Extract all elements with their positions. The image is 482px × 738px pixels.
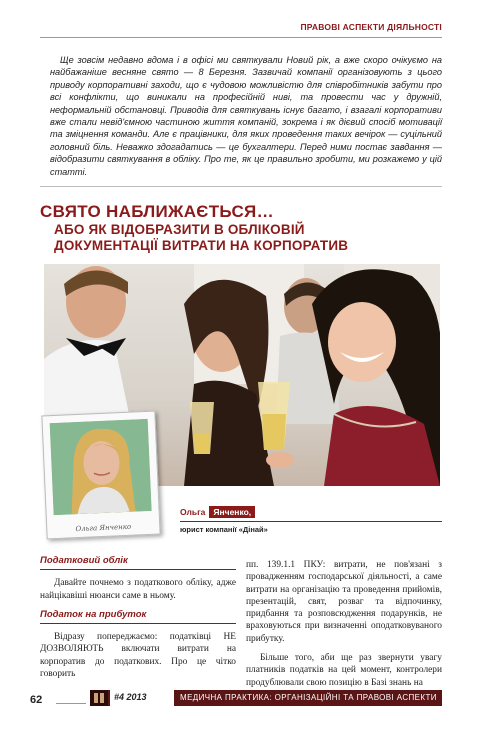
title-line-sub-2: ДОКУМЕНТАЦІЇ ВИТРАТИ НА КОРПОРАТИВ [54, 238, 349, 253]
author-position: юрист компанії «Дінай» [180, 525, 268, 534]
section-heading-profit-tax: Податок на прибуток [40, 609, 236, 624]
issue-number: #4 2013 [114, 692, 147, 702]
author-first-name: Ольга [180, 507, 206, 517]
author-name [180, 507, 255, 517]
journal-logo-icon [90, 690, 108, 706]
body-paragraph: Більше того, аби ще раз звернути увагу платників податків на цей момент, контролери продублювали свою позицію в Базі знань на [246, 653, 442, 688]
author-photo [50, 419, 152, 515]
intro-divider [40, 186, 442, 187]
journal-title: МЕДИЧНА ПРАКТИКА: ОРГАНІЗАЦІЙНІ ТА ПРАВОВІ АСПЕКТИ [180, 693, 437, 702]
title-line-main: СВЯТО НАБЛИЖАЄТЬСЯ… [40, 202, 274, 221]
footer-bar [90, 690, 442, 706]
header-divider [40, 37, 442, 38]
author-last-name: Янченко, [209, 506, 255, 518]
author-portrait [41, 411, 160, 540]
body-column-right [246, 559, 442, 696]
footer-divider [56, 703, 86, 704]
author-photo-illustration [50, 419, 152, 515]
title-line-sub-1: АБО ЯК ВІДОБРАЗИТИ В ОБЛІКОВІЙ [54, 222, 305, 237]
intro-paragraph: Ще зовсім недавно вдома і в офісі ми святкували Новий рік, а вже скоро очікуємо на найбажаніше весняне свято — 8 Березня. Зазвичай компанії організовують з цього приводу корпоративні заходи, що є чудовою можливістю для співробітників забути про всі конфлікти, що виникали на професійній ниві, та провести час у дружній, неформальній обстановці. Приводів для святкувань існує багато, і взагалі корпоративи вже стали невід'ємною частиною життя компаній, зокрема і як дієвий спосіб мотивації та зміцнення команди. Але є працівники, для яких проведення таких вечірок — суцільний головний біль. Неважко здогадатись — це бухгалтери. Перед ними постає завдання — відобразити святкування в обліку. Про те, як це правильно зробити, ми розкажемо у цій статті. [50, 55, 442, 177]
article-title [40, 202, 450, 254]
author-signature: Ольга Янченко [75, 522, 132, 534]
section-label: ПРАВОВІ АСПЕКТИ ДІЯЛЬНОСТІ [300, 22, 442, 32]
body-paragraph: Давайте почнемо з податкового обліку, адже найцікавіші нюанси саме в ньому. [40, 578, 236, 601]
body-column-left [40, 555, 236, 687]
page-number: 62 [30, 694, 43, 706]
body-paragraph: Відразу попереджаємо: податківці НЕ ДОЗВОЛЯЮТЬ включати витрати на корпоратив до податкових. Про це чітко говорить [40, 632, 236, 680]
author-divider [180, 521, 442, 522]
body-paragraph: пп. 139.1.1 ПКУ: витрати, не пов'язані з провадженням господарської діяльності, а саме витрати на організацію та проведення прийомів, презентацій, свят, розваг та відпочинку, придбання та розповсюдження подарунків, не враховуються при визначенні оподатковуваного прибутку. [246, 560, 442, 644]
section-heading-tax-accounting: Податковий облік [40, 555, 236, 570]
